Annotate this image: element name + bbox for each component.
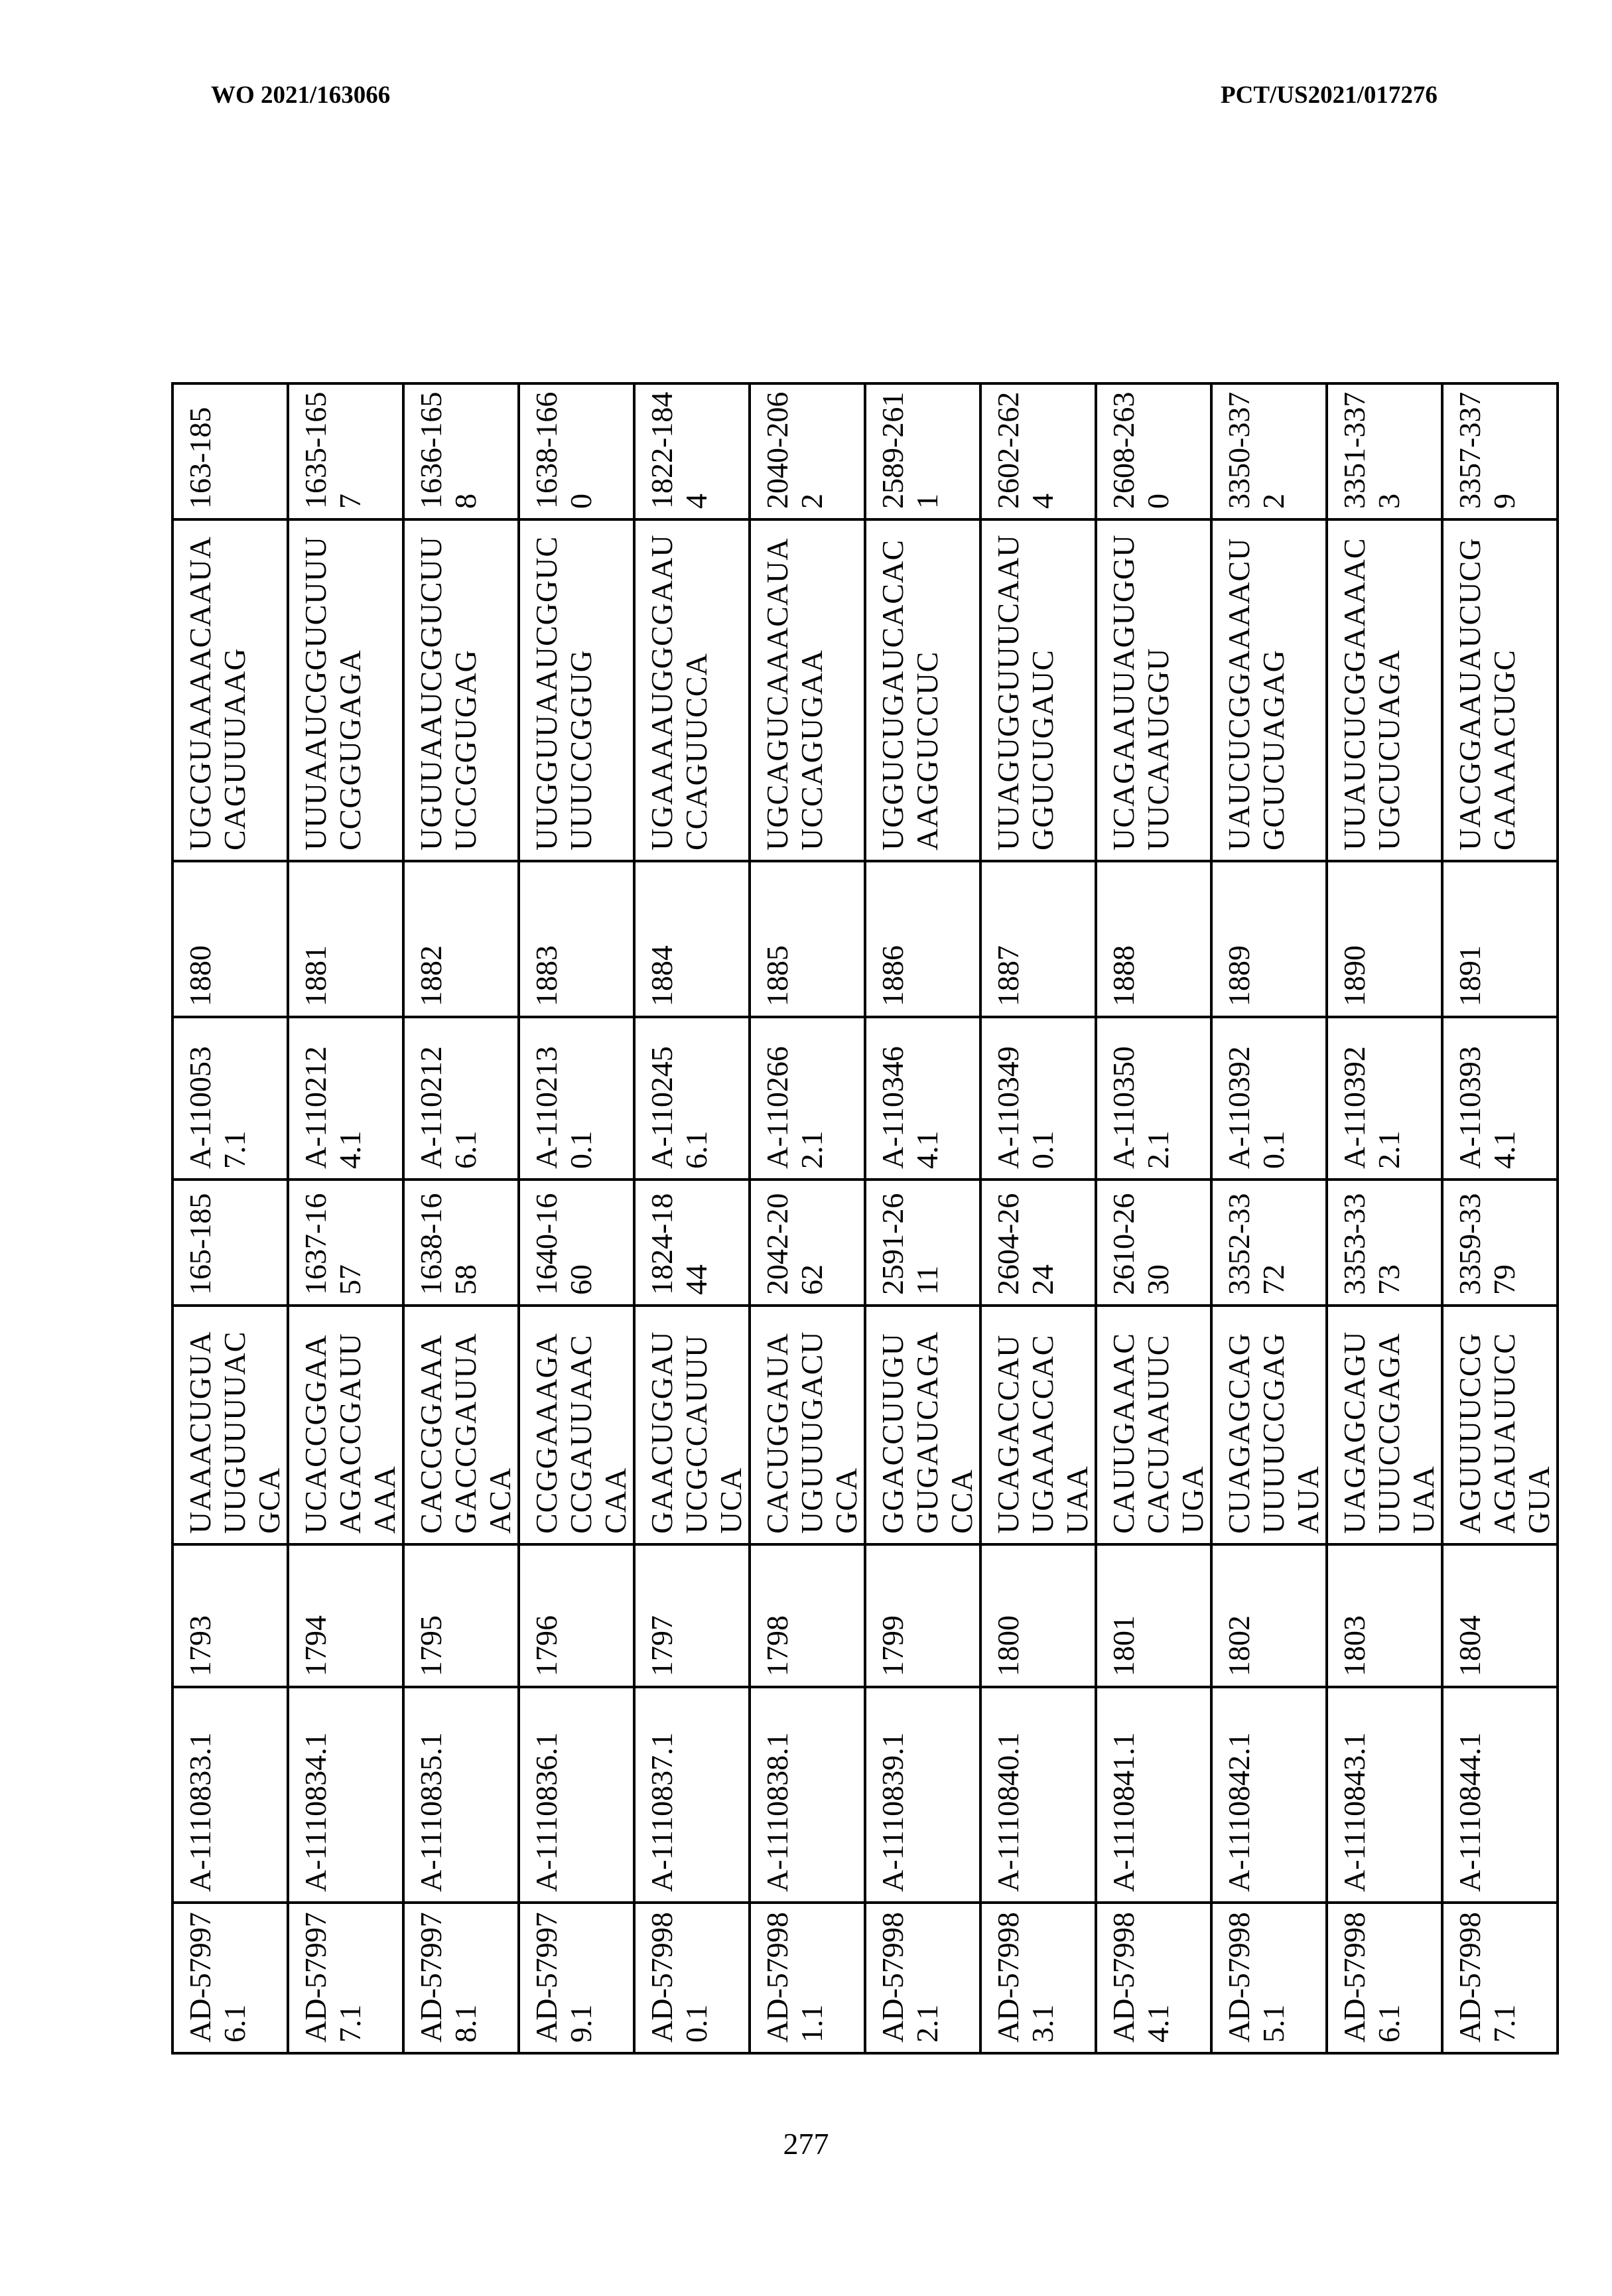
- antisense-sequence-cell: UCAGAAUUAGUGGUUUCAAUGGU: [1096, 519, 1211, 861]
- application-number: PCT/US2021/017276: [1221, 82, 1438, 109]
- table-row: [1442, 383, 1558, 2053]
- sense-range-cell: 1640-1660: [519, 1180, 634, 1306]
- sense-range-cell: 2042-2062: [750, 1180, 865, 1306]
- sense-seq-id-cell: 1795: [403, 1544, 519, 1687]
- sense-oligo-id-cell: A-1110843.1: [1327, 1687, 1442, 1903]
- target-range-cell: 3357-3379: [1442, 383, 1558, 519]
- antisense-seq-id-cell: 1880: [172, 861, 288, 1017]
- sense-seq-id-cell: 1793: [172, 1544, 288, 1687]
- duplex-id-cell: AD-579984.1: [1096, 1903, 1211, 2053]
- sense-oligo-id-cell: A-1110842.1: [1211, 1687, 1327, 1903]
- duplex-id-cell: AD-579980.1: [634, 1903, 750, 2053]
- target-range-cell: 2040-2062: [750, 383, 865, 519]
- table-row: [1096, 383, 1211, 2053]
- antisense-sequence-cell: UACGGAAUAUCUCGGAAAACUGC: [1442, 519, 1558, 861]
- sirna-duplex-table: [171, 382, 1559, 2055]
- antisense-sequence-cell: UUGGUUAAUCGGUCUUUCCGGUG: [519, 519, 634, 861]
- table-row: [1211, 383, 1327, 2053]
- sense-oligo-id-cell: A-1110841.1: [1096, 1687, 1211, 1903]
- sense-range-cell: 2591-2611: [865, 1180, 980, 1306]
- sense-oligo-id-cell: A-1110835.1: [403, 1687, 519, 1903]
- target-range-cell: 1636-1658: [403, 383, 519, 519]
- antisense-sequence-cell: UUUAAUCGGUCUUUCCGGUGAGA: [288, 519, 403, 861]
- page-number: 277: [783, 2127, 829, 2161]
- sense-range-cell: 2604-2624: [980, 1180, 1096, 1306]
- target-range-cell: 2608-2630: [1096, 383, 1211, 519]
- antisense-oligo-id-cell: A-1103490.1: [980, 1017, 1096, 1180]
- table-row: [750, 383, 865, 2053]
- sense-sequence-cell: CACUGGAUAUGUUUGACUGCA: [750, 1306, 865, 1544]
- sense-seq-id-cell: 1798: [750, 1544, 865, 1687]
- sense-seq-id-cell: 1797: [634, 1544, 750, 1687]
- sense-oligo-id-cell: A-1110836.1: [519, 1687, 634, 1903]
- antisense-seq-id-cell: 1886: [865, 861, 980, 1017]
- duplex-id-cell: AD-579987.1: [1442, 1903, 1558, 2053]
- sense-sequence-cell: AGUUUUCCGAGAUAUUCCGUA: [1442, 1306, 1558, 1544]
- sense-seq-id-cell: 1799: [865, 1544, 980, 1687]
- sense-sequence-cell: UCACCGGAAAGACCGAUUAAA: [288, 1306, 403, 1544]
- table-row: [980, 383, 1096, 2053]
- duplex-id-cell: AD-579978.1: [403, 1903, 519, 2053]
- table-row: [288, 383, 403, 2053]
- target-range-cell: 1638-1660: [519, 383, 634, 519]
- sense-sequence-cell: GGACCUUGUGUGAUCAGACCA: [865, 1306, 980, 1544]
- sense-oligo-id-cell: A-1110840.1: [980, 1687, 1096, 1903]
- antisense-seq-id-cell: 1889: [1211, 861, 1327, 1017]
- duplex-id-cell: AD-579981.1: [750, 1903, 865, 2053]
- target-range-cell: 3350-3372: [1211, 383, 1327, 519]
- sense-seq-id-cell: 1800: [980, 1544, 1096, 1687]
- target-range-cell: 1635-1657: [288, 383, 403, 519]
- sense-seq-id-cell: 1801: [1096, 1544, 1211, 1687]
- sense-seq-id-cell: 1804: [1442, 1544, 1558, 1687]
- antisense-seq-id-cell: 1891: [1442, 861, 1558, 1017]
- table-row: [865, 383, 980, 2053]
- table-row: [1327, 383, 1442, 2053]
- antisense-sequence-cell: UGUUAAUCGGUCUUUCCGGUGAG: [403, 519, 519, 861]
- sense-range-cell: 1824-1844: [634, 1180, 750, 1306]
- sense-sequence-cell: CUAGAGCAGUUUUCCGAGAUA: [1211, 1306, 1327, 1544]
- sense-sequence-cell: CACCGGAAAGACCGAUUAACA: [403, 1306, 519, 1544]
- sense-sequence-cell: UCAGACCAUUGAAACCACUAA: [980, 1306, 1096, 1544]
- sense-range-cell: 3359-3379: [1442, 1180, 1558, 1306]
- antisense-sequence-cell: UGCGUAAAACAAUACAGUUUAAG: [172, 519, 288, 861]
- antisense-seq-id-cell: 1890: [1327, 861, 1442, 1017]
- antisense-oligo-id-cell: A-1102126.1: [403, 1017, 519, 1180]
- antisense-sequence-cell: UAUCUCGGAAAACUGCUCUAGAG: [1211, 519, 1327, 861]
- sense-oligo-id-cell: A-1110839.1: [865, 1687, 980, 1903]
- target-range-cell: 3351-3373: [1327, 383, 1442, 519]
- antisense-sequence-cell: UGGUCUGAUCACACAAGGUCCUC: [865, 519, 980, 861]
- duplex-id-cell: AD-579977.1: [288, 1903, 403, 2053]
- sense-sequence-cell: CCGGAAAGACCGAUUAACCAA: [519, 1306, 634, 1544]
- duplex-id-cell: AD-579982.1: [865, 1903, 980, 2053]
- duplex-id-cell: AD-579985.1: [1211, 1903, 1327, 2053]
- antisense-sequence-cell: UUAUCUCGGAAAACUGCUCUAGA: [1327, 519, 1442, 861]
- antisense-seq-id-cell: 1887: [980, 861, 1096, 1017]
- antisense-sequence-cell: UGCAGUCAAACAUAUCCAGUGAA: [750, 519, 865, 861]
- antisense-oligo-id-cell: A-1103502.1: [1096, 1017, 1211, 1180]
- antisense-seq-id-cell: 1882: [403, 861, 519, 1017]
- sense-range-cell: 2610-2630: [1096, 1180, 1211, 1306]
- antisense-oligo-id-cell: A-1103922.1: [1327, 1017, 1442, 1180]
- sense-range-cell: 3352-3372: [1211, 1180, 1327, 1306]
- antisense-oligo-id-cell: A-1100537.1: [172, 1017, 288, 1180]
- sense-sequence-cell: GAACUGGAUUCGCCAUUUUCA: [634, 1306, 750, 1544]
- target-range-cell: 1822-1844: [634, 383, 750, 519]
- sense-oligo-id-cell: A-1110833.1: [172, 1687, 288, 1903]
- sense-range-cell: 1637-1657: [288, 1180, 403, 1306]
- target-range-cell: 163-185: [172, 383, 288, 519]
- sense-seq-id-cell: 1803: [1327, 1544, 1442, 1687]
- target-range-cell: 2589-2611: [865, 383, 980, 519]
- antisense-seq-id-cell: 1883: [519, 861, 634, 1017]
- duplex-id-cell: AD-579983.1: [980, 1903, 1096, 2053]
- duplex-id-cell: AD-579979.1: [519, 1903, 634, 2053]
- sense-sequence-cell: CAUUGAAACCACUAAUUCUGA: [1096, 1306, 1211, 1544]
- antisense-oligo-id-cell: A-1103920.1: [1211, 1017, 1327, 1180]
- sense-oligo-id-cell: A-1110844.1: [1442, 1687, 1558, 1903]
- antisense-sequence-cell: UUAGUGGUUUCAAUGGUCUGAUC: [980, 519, 1096, 861]
- sense-sequence-cell: UAGAGCAGUUUUCCGAGAUAA: [1327, 1306, 1442, 1544]
- antisense-oligo-id-cell: A-1102456.1: [634, 1017, 750, 1180]
- sense-oligo-id-cell: A-1110837.1: [634, 1687, 750, 1903]
- antisense-oligo-id-cell: A-1102130.1: [519, 1017, 634, 1180]
- antisense-oligo-id-cell: A-1103934.1: [1442, 1017, 1558, 1180]
- antisense-seq-id-cell: 1881: [288, 861, 403, 1017]
- sense-sequence-cell: UAAACUGUAUUGUUUUACGCA: [172, 1306, 288, 1544]
- table-row: [172, 383, 288, 2053]
- duplex-id-cell: AD-579976.1: [172, 1903, 288, 2053]
- sense-range-cell: 3353-3373: [1327, 1180, 1442, 1306]
- antisense-seq-id-cell: 1885: [750, 861, 865, 1017]
- antisense-oligo-id-cell: A-1102124.1: [288, 1017, 403, 1180]
- table-row: [403, 383, 519, 2053]
- antisense-seq-id-cell: 1884: [634, 861, 750, 1017]
- table-row: [634, 383, 750, 2053]
- target-range-cell: 2602-2624: [980, 383, 1096, 519]
- sense-oligo-id-cell: A-1110838.1: [750, 1687, 865, 1903]
- sense-seq-id-cell: 1794: [288, 1544, 403, 1687]
- sense-range-cell: 165-185: [172, 1180, 288, 1306]
- antisense-seq-id-cell: 1888: [1096, 861, 1211, 1017]
- sense-oligo-id-cell: A-1110834.1: [288, 1687, 403, 1903]
- antisense-sequence-cell: UGAAAAUGGCGAAUCCAGUUCCA: [634, 519, 750, 861]
- sirna-duplex-table-rotated: [171, 385, 1556, 2055]
- sense-seq-id-cell: 1796: [519, 1544, 634, 1687]
- sense-seq-id-cell: 1802: [1211, 1544, 1327, 1687]
- publication-number: WO 2021/163066: [211, 82, 391, 109]
- table-row: [519, 383, 634, 2053]
- antisense-oligo-id-cell: A-1103464.1: [865, 1017, 980, 1180]
- duplex-id-cell: AD-579986.1: [1327, 1903, 1442, 2053]
- sense-range-cell: 1638-1658: [403, 1180, 519, 1306]
- antisense-oligo-id-cell: A-1102662.1: [750, 1017, 865, 1180]
